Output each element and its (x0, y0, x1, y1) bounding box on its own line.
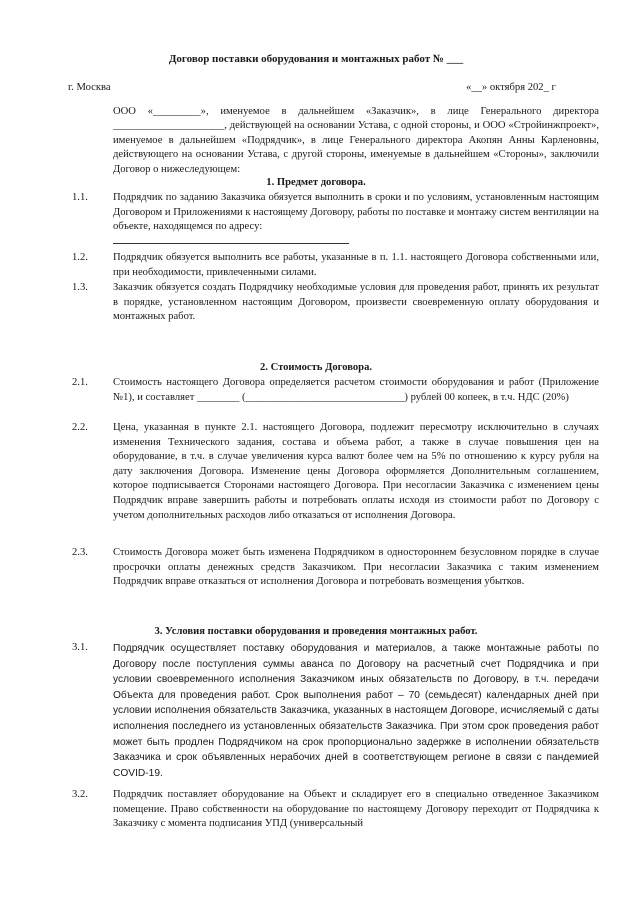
clause-number: 2.1. (72, 377, 88, 388)
clause-text: Подрядчик осуществляет поставку оборудования и материалов, а также монтажные работы по Договору после поступления суммы аванса по Договору на расчетный счет Подрядчика и при условии своевременного исполнения Заказчиком иных обязательств по Договору, в т.ч. передачи Объекта для проведения работ. Срок выполнения работ – 70 (семьдесят) календарных дней при условии исполнения обязательств Заказчика, указанных в настоящем Договоре, исчисляемый с даты исполнения последнего из установленных обязательств Заказчика. При этом срок проведения работ может быть продлен Подрядчиком на срок пропорционально задержке в исполнении обязательств Заказчика и срок объявленных нерабочих дней в соответствующем регионе в связи с пандемией COVID-19. (113, 643, 599, 779)
clause-number: 1.2. (72, 252, 88, 263)
address-blank-line (113, 243, 349, 244)
clause-number: 1.3. (72, 282, 88, 293)
clause-text: Подрядчик поставляет оборудование на Объект и складирует его в специально отведенное Заказчиком помещение. Право собственности на оборудование по настоящему Договору переходит от Подрядчика к Заказчику с момента подписания УПД (универсальный (113, 789, 599, 830)
clause-text: Стоимость настоящего Договора определяется расчетом стоимости оборудования и работ (Приложение №1), и составляет ________ (______________________________) рублей 00 копеек, в т.ч. НДС (20%) (113, 377, 599, 403)
contract-date: «__» октября 202_ г (466, 82, 556, 93)
clause-number: 2.2. (72, 422, 88, 433)
clause-text: Заказчик обязуется создать Подрядчику необходимые условия для проведения работ, принять их результат в порядке, установленном настоящим Договором, произвести своевременную оплату оборудования и монтажных работ. (113, 282, 599, 323)
section-2-heading: 2. Стоимость Договора. (259, 362, 373, 373)
clause-text: Цена, указанная в пункте 2.1. настоящего Договора, подлежит пересмотру исключительно в случаях изменения Технического задания, состава и объема работ, а также в случае повышения цен на оборудование, в т.ч. в случае увеличения курса валют более чем на 5% по отношению к курсу рубля на дату заключения Договора. Изменение цены Договора оформляется Дополнительным соглашением, которое подписывается Сторонами настоящего Договора. При несогласии Заказчика с изменением цены Подрядчик вправе завершить работы и потребовать оплаты исходя из стоимости работ по Договору с учетом дополнительных расходов либо отказаться от исполнения Договора. (113, 422, 599, 521)
clause-number: 1.1. (72, 192, 88, 203)
city: г. Москва (68, 82, 111, 93)
section-3-heading: 3. Условия поставки оборудования и проведения монтажных работ. (154, 626, 478, 637)
document-title: Договор поставки оборудования и монтажных работ № ___ (168, 53, 464, 65)
clause-text: Подрядчик обязуется выполнить все работы, указанные в п. 1.1. настоящего Договора собственными или, при необходимости, привлеченными силами. (113, 252, 599, 278)
preamble: ООО «_________», именуемое в дальнейшем «Заказчик», в лице Генерального директора _____________________, действующей на основании Устава, с одной стороны, и ООО «Стройинжпроект», именуемое в дальнейшем «Подрядчик», в лице Генерального директора Акопян Анны Карленовны, действующего на основании Устава, с другой стороны, именуемые в дальнейшем «Стороны», заключили Договор о нижеследующем: (113, 106, 599, 175)
clause-number: 2.3. (72, 547, 88, 558)
clause-number: 3.1. (72, 642, 88, 653)
clause-text: Стоимость Договора может быть изменена Подрядчиком в одностороннем безусловном порядке в случае просрочки оплаты денежных средств Заказчиком. При несогласии Заказчика с таким изменением Подрядчик вправе отказаться от исполнения Договора и потребовать возмещения убытков. (113, 547, 599, 588)
clause-text: Подрядчик по заданию Заказчика обязуется выполнить в сроки и по условиям, установленным настоящим Договором и Приложениями к настоящему Договору, работы по поставке и монтажу систем вентиляции на объекте, находящемся по адресу: (113, 192, 599, 233)
section-1-heading: 1. Предмет договора. (266, 177, 366, 188)
clause-number: 3.2. (72, 789, 88, 800)
